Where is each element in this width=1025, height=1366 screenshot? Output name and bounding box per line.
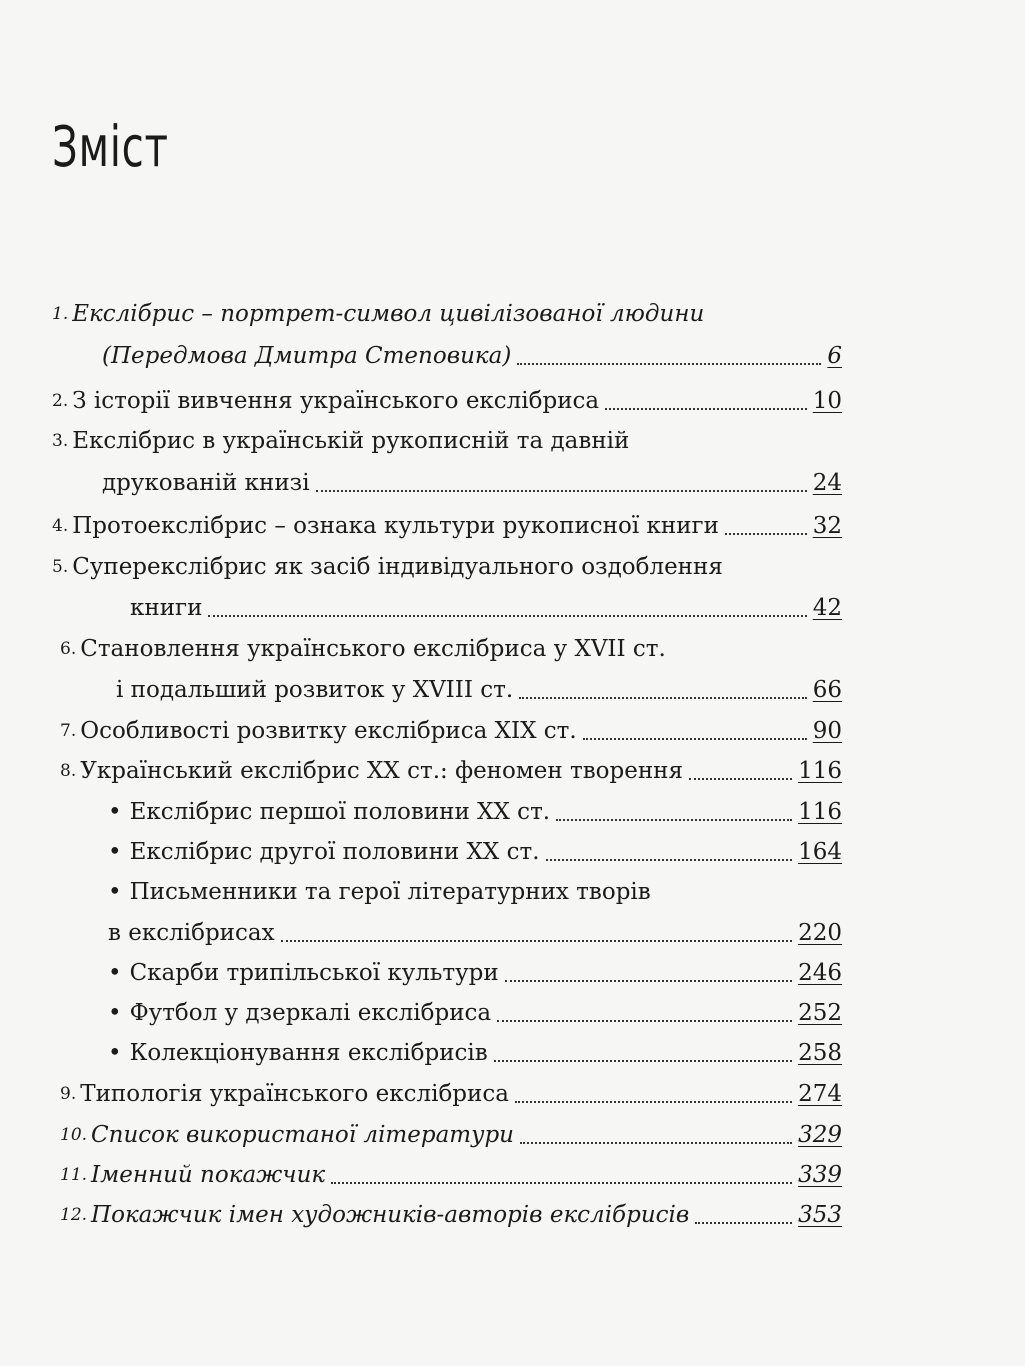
toc-subentry-4: [108, 955, 842, 991]
dot-leader: [520, 1142, 792, 1144]
entry-number: 3.: [52, 431, 69, 451]
toc-entry-12: [60, 1197, 842, 1233]
bullet-icon: •: [108, 1040, 122, 1066]
entry-title: Суперекслібрис як засіб індивідуального оздоблення: [72, 554, 723, 580]
page-title: Зміст: [52, 115, 169, 180]
toc-entry-9: [60, 1076, 842, 1112]
dot-leader: [331, 1182, 792, 1184]
page-number: 116: [798, 758, 842, 784]
entry-title: Іменний покажчик: [91, 1162, 326, 1188]
entry-title: Скарби трипільської культури: [129, 960, 499, 986]
entry-title: Типологія українського екслібриса: [80, 1081, 509, 1107]
toc-entry-5-cont: [130, 590, 842, 626]
toc-entry-6-cont: [116, 672, 842, 708]
toc-entry-11: [60, 1157, 842, 1193]
page-number: 66: [812, 677, 842, 703]
page-number: 258: [798, 1040, 842, 1066]
dot-leader: [605, 408, 807, 410]
dot-leader: [689, 778, 792, 780]
entry-title: З історії вивчення українського екслібриса: [72, 388, 600, 414]
entry-title: Екслібрис другої половини XX ст.: [129, 839, 540, 865]
entry-title: Екслібрис в українській рукописній та давній: [72, 428, 630, 454]
entry-title: Футбол у дзеркалі екслібриса: [129, 1000, 492, 1026]
page-number: 90: [812, 718, 842, 744]
dot-leader: [505, 980, 792, 982]
toc-subentry-3: [108, 874, 842, 910]
dot-leader: [281, 940, 793, 942]
dot-leader: [517, 363, 821, 365]
entry-title: Письменники та герої літературних творів: [129, 879, 651, 905]
toc-entry-3: [52, 423, 842, 459]
page-number: 10: [812, 388, 842, 414]
entry-title: в екслібрисах: [108, 920, 275, 946]
entry-number: 12.: [60, 1205, 88, 1225]
entry-title: книги: [130, 595, 203, 621]
entry-number: 6.: [60, 639, 77, 659]
entry-number: 2.: [52, 391, 69, 411]
entry-number: 1.: [52, 304, 69, 324]
dot-leader: [494, 1060, 792, 1062]
page-number: 252: [798, 1000, 842, 1026]
entry-title: (Передмова Дмитра Степовика): [102, 343, 512, 369]
toc-entry-1-cont: [102, 338, 842, 374]
entry-title: Покажчик імен художників-авторів екслібрисів: [91, 1202, 690, 1228]
toc-entry-3-cont: [102, 465, 842, 501]
page-number: 116: [798, 799, 842, 825]
entry-title: Протоекслібрис – ознака культури рукописної книги: [72, 513, 719, 539]
toc-entry-6: [60, 631, 842, 667]
toc-entry-8: [60, 753, 842, 789]
entry-title: Екслібрис – портрет-символ цивілізованої людини: [72, 301, 705, 327]
page-number: 32: [812, 513, 842, 539]
bullet-icon: •: [108, 799, 122, 825]
toc-entry-2: [52, 383, 842, 419]
dot-leader: [546, 859, 793, 861]
toc-entry-4: [52, 508, 842, 544]
entry-title: Особливості розвитку екслібриса XIX ст.: [80, 718, 577, 744]
toc-subentry-6: [108, 1035, 842, 1071]
dot-leader: [583, 738, 807, 740]
dot-leader: [725, 533, 807, 535]
page-number: 42: [812, 595, 842, 621]
entry-title: Список використаної літератури: [91, 1122, 514, 1148]
entry-number: 10.: [60, 1125, 88, 1145]
page-number: 246: [798, 960, 842, 986]
entry-number: 7.: [60, 721, 77, 741]
page-number: 6: [827, 343, 842, 369]
page-number: 220: [798, 920, 842, 946]
bullet-icon: •: [108, 960, 122, 986]
bullet-icon: •: [108, 1000, 122, 1026]
entry-title: Український екслібрис XX ст.: феномен творення: [80, 758, 684, 784]
dot-leader: [497, 1020, 792, 1022]
toc-entry-1: [52, 296, 842, 332]
toc-subentry-2: [108, 834, 842, 870]
toc-subentry-1: [108, 794, 842, 830]
toc-subentry-5: [108, 995, 842, 1031]
page-number: 339: [798, 1162, 842, 1188]
entry-title: Колекціонування екслібрисів: [129, 1040, 488, 1066]
entry-title: Становлення українського екслібриса у XVII ст.: [80, 636, 666, 662]
dot-leader: [316, 490, 807, 492]
page-number: 329: [798, 1122, 842, 1148]
entry-number: 11.: [60, 1165, 88, 1185]
dot-leader: [519, 697, 807, 699]
entry-number: 5.: [52, 557, 69, 577]
entry-number: 4.: [52, 516, 69, 536]
page-number: 164: [798, 839, 842, 865]
toc-entry-10: [60, 1117, 842, 1153]
page-number: 274: [798, 1081, 842, 1107]
bullet-icon: •: [108, 839, 122, 865]
toc-entry-7: [60, 713, 842, 749]
dot-leader: [515, 1101, 792, 1103]
entry-title: і подальший розвиток у XVIII ст.: [116, 677, 514, 703]
entry-number: 8.: [60, 761, 77, 781]
page-number: 24: [812, 470, 842, 496]
dot-leader: [695, 1222, 792, 1224]
entry-title: Екслібрис першої половини XX ст.: [129, 799, 551, 825]
toc-subentry-3-cont: [108, 915, 842, 951]
entry-number: 9.: [60, 1084, 77, 1104]
page-number: 353: [798, 1202, 842, 1228]
toc-entry-5: [52, 549, 842, 585]
dot-leader: [208, 615, 806, 617]
entry-title: друкованій книзі: [102, 470, 310, 496]
bullet-icon: •: [108, 879, 122, 905]
dot-leader: [556, 819, 792, 821]
